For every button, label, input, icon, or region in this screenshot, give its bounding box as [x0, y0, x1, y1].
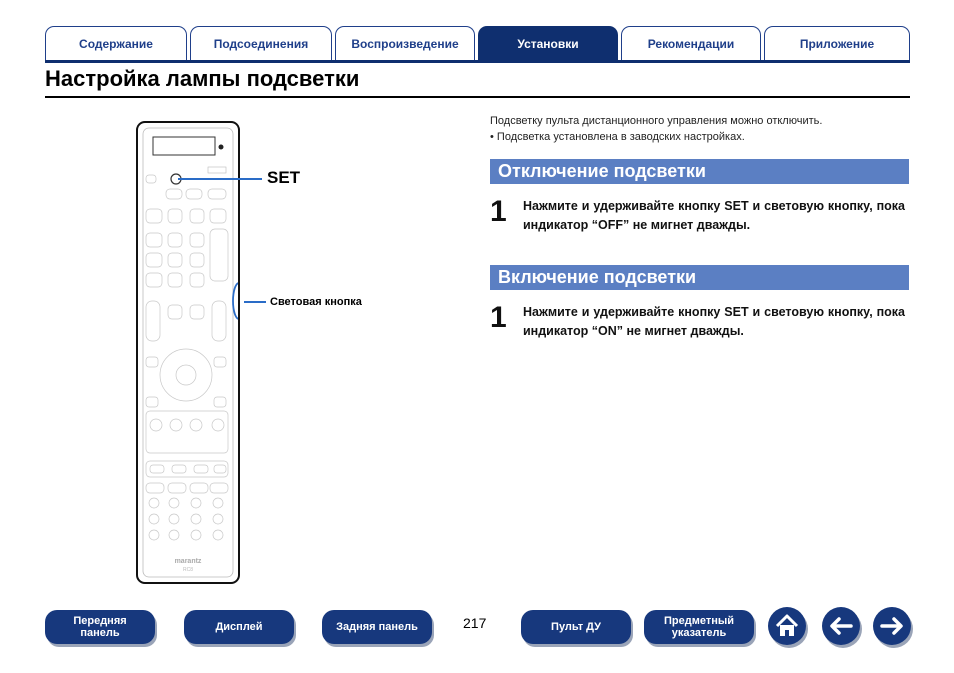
page-number: 217: [463, 615, 487, 631]
light-callout-label: Световая кнопка: [270, 296, 362, 308]
home-button[interactable]: [768, 607, 806, 645]
title-rule: [45, 96, 910, 98]
front-panel-button[interactable]: [45, 610, 155, 644]
remote-button[interactable]: [521, 610, 631, 644]
display-label: Дисплей: [215, 621, 263, 633]
step-text-off: Нажмите и удерживайте кнопку SET и световую кнопку, пока индикатор “OFF” не мигнет дважды.: [523, 199, 905, 232]
section-heading-on: Включение подсветки: [490, 265, 909, 290]
display-button[interactable]: [184, 610, 294, 644]
light-callout-line: [244, 301, 266, 303]
step-text-on: Нажмите и удерживайте кнопку SET и световую кнопку, пока индикатор “ON” не мигнет дважды.: [523, 305, 905, 338]
arrow-left-icon: [822, 607, 860, 645]
forward-button[interactable]: [873, 607, 911, 645]
front-panel-label: Передняя панель: [73, 615, 127, 639]
section-heading-off: Отключение подсветки: [490, 159, 909, 184]
back-button[interactable]: [822, 607, 860, 645]
index-button[interactable]: [644, 610, 754, 644]
remote-label: Пульт ДУ: [551, 621, 601, 633]
step-number-off: 1: [490, 195, 507, 228]
brand-logo: marantz: [174, 558, 202, 565]
remote-drawing: [138, 123, 238, 582]
tab-bar: [45, 26, 910, 62]
page-title: Настройка лампы подсветки: [45, 66, 360, 91]
step-number-on: 1: [490, 301, 507, 334]
index-label: Предметный указатель: [663, 615, 735, 639]
light-button-highlight: [233, 283, 238, 319]
tab-playback[interactable]: Воспроизведение: [335, 26, 475, 60]
intro-text: [490, 113, 822, 145]
model-label: RC8: [182, 567, 194, 573]
arrow-right-icon: [873, 607, 911, 645]
intro-line-2: • Подсветка установлена в заводских настройках.: [490, 131, 745, 143]
set-callout-line: [178, 178, 262, 180]
rear-panel-label: Задняя панель: [336, 621, 418, 633]
tab-contents[interactable]: Содержание: [45, 26, 187, 60]
tab-connections[interactable]: Подсоединения: [190, 26, 332, 60]
tab-underline: [45, 60, 910, 63]
tab-appendix[interactable]: Приложение: [764, 26, 910, 60]
rear-panel-button[interactable]: [322, 610, 432, 644]
set-callout-label: SET: [267, 168, 301, 187]
remote-control-illustration: [136, 121, 240, 584]
tab-tips[interactable]: Рекомендации: [621, 26, 761, 60]
intro-line-1: Подсветку пульта дистанционного управления можно отключить.: [490, 115, 823, 127]
tab-settings[interactable]: Установки: [478, 26, 618, 60]
home-icon: [768, 607, 806, 645]
